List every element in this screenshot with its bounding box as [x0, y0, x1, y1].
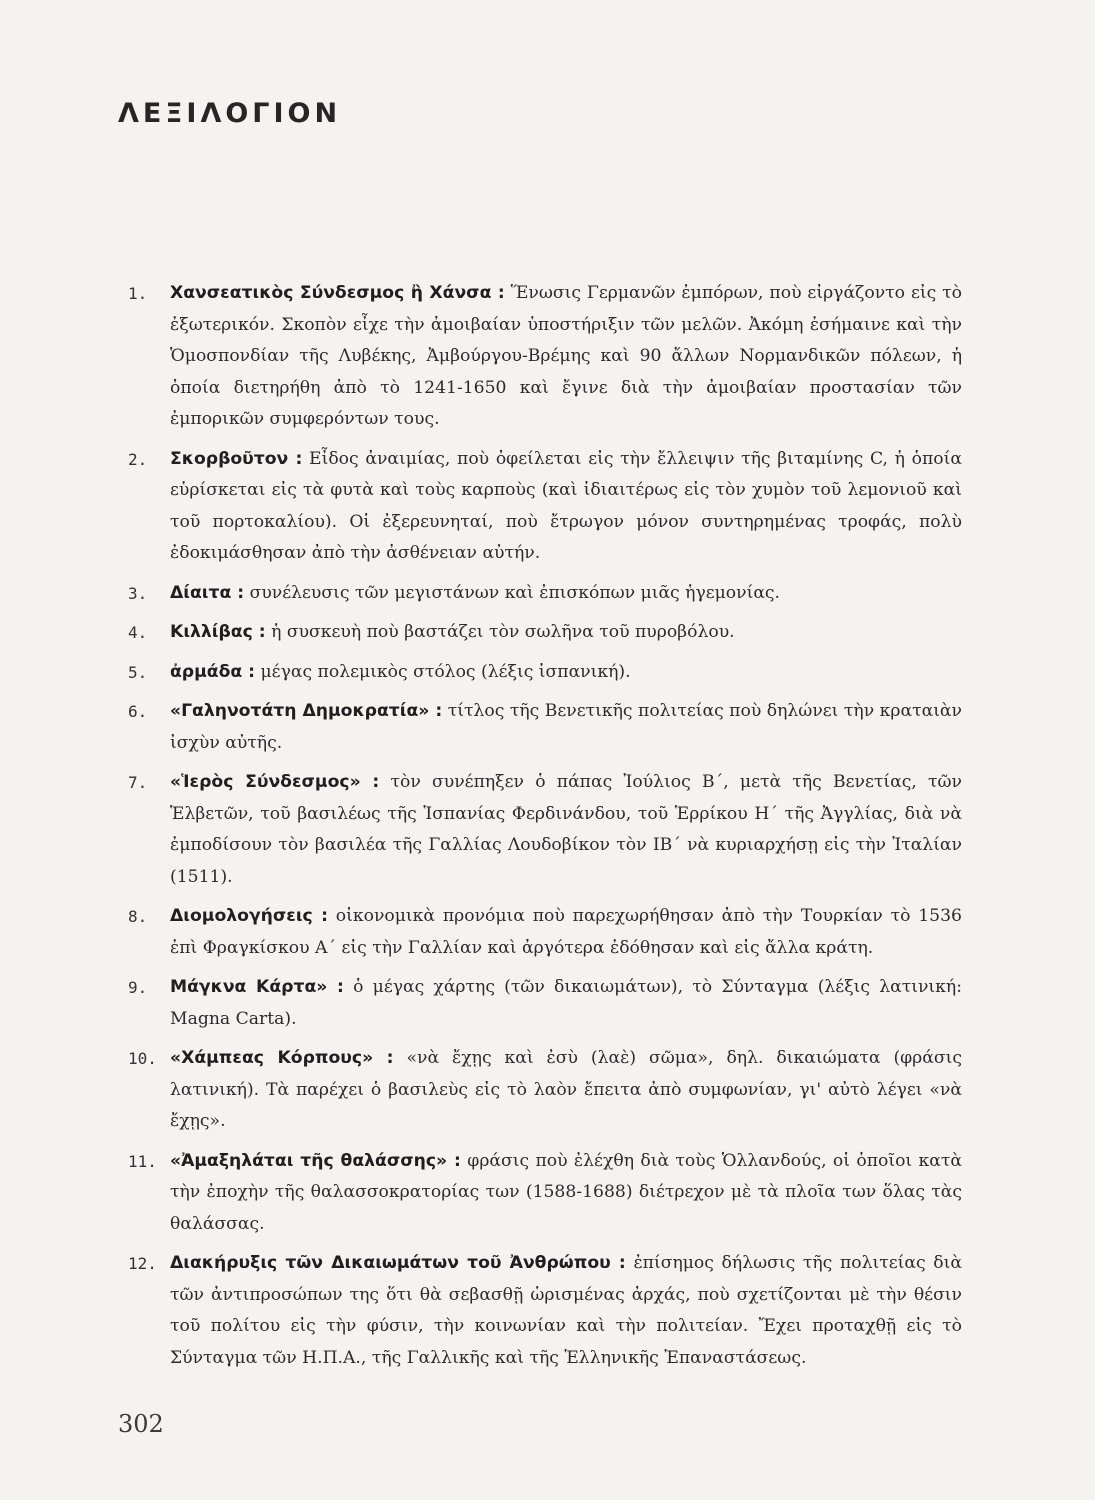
glossary-entry: [130, 617, 962, 649]
entry-term: Δίαιτα :: [170, 582, 245, 603]
glossary-entry: [130, 1248, 962, 1374]
entry-term: Διακήρυξις τῶν Δικαιωμάτων τοῦ Ἀνθρώπου :: [170, 1253, 626, 1273]
entry-definition: ἐπίσημος δήλωσις τῆς πολιτείας διὰ τῶν ἀντιπροσώπων της ὅτι θὰ σεβασθῇ ὡρισμένας ἀρχάς, ποὺ σχετίζονται μὲ τὴν θέσιν τοῦ πολίτου εἰς τὴν φύσιν, τὴν κοινωνίαν καὶ τὴν πολιτείαν. Ἔχει προταχθῇ εἰς τὸ Σύνταγμα τῶν Η.Π.Α., τῆς Γαλλικῆς καὶ τῆς Ἑλληνικῆς Ἐπαναστάσεως.: [170, 1253, 962, 1368]
entry-definition: «νὰ ἔχῃς καὶ ἐσὺ (λαὲ) σῶμα», δηλ. δικαιώματα (φράσις λατινική). Τὰ παρέχει ὁ βασιλεὺς εἰς τὸ λαὸν ἔπειτα ἀπὸ συμφωνίαν, γι' αὐτὸ λέγει «νὰ ἔχῃς».: [170, 1048, 962, 1131]
entry-number: 4.: [128, 623, 148, 642]
entry-term: Μάγκνα Κάρτα» :: [170, 977, 344, 997]
entry-term: Κιλλίβας :: [170, 622, 266, 642]
glossary-entry: [130, 1043, 962, 1138]
entry-number: 9.: [128, 978, 148, 997]
entry-number: 3.: [128, 583, 148, 603]
entry-term: «Ἀμαξηλάται τῆς θαλάσσης» :: [170, 1150, 461, 1171]
page-title: ΛΕΞΙΛΟΓΙΟΝ: [118, 98, 342, 129]
entry-definition: Εἶδος ἀναιμίας, ποὺ ὀφείλεται εἰς τὴν ἔλλειψιν τῆς βιταμίνης C, ἡ ὁποία εὑρίσκεται εἰς τὰ φυτὰ καὶ τοὺς καρποὺς (καὶ ἰδιαιτέρως εἰς τὸν χυμὸν τοῦ λεμονιοῦ καὶ τοῦ πορτοκαλίου). Οἱ ἐξερευνηταί, ποὺ ἔτρωγον μόνον συντηρημένας τροφάς, πολὺ ἐδοκιμάσθησαν ἀπὸ τὴν ἀσθένειαν αὐτήν.: [170, 448, 962, 563]
entry-definition: συνέλευσις τῶν μεγιστάνων καὶ ἐπισκόπων μιᾶς ἡγεμονίας.: [244, 582, 781, 603]
entry-definition: τὸν συνέπηξεν ὁ πάπας Ἰούλιος Β΄, μετὰ τῆς Βενετίας, τῶν Ἑλβετῶν, τοῦ βασιλέως τῆς Ἱσπανίας Φερδινάνδου, τοῦ Ἑρρίκου Η΄ τῆς Ἀγγλίας, διὰ νὰ ἐμποδίσουν τὸν βασιλέα τῆς Γαλλίας Λουδοβίκον τὸν ΙΒ΄ νὰ κυριαρχήσῃ εἰς τὴν Ἰταλίαν (1511).: [170, 772, 962, 887]
entry-term: «Γαληνοτάτη Δημοκρατία» :: [170, 701, 443, 721]
entry-number: 12.: [128, 1254, 157, 1273]
entry-term: «Χάμπεας Κόρπους» :: [170, 1048, 394, 1068]
entry-number: 1.: [128, 284, 148, 303]
glossary-entry: [130, 972, 962, 1035]
glossary-entry: [130, 767, 962, 893]
entry-term: «Ἱερὸς Σύνδεσμος» :: [170, 772, 380, 792]
entry-number: 2.: [128, 449, 148, 469]
entry-definition: φράσις ποὺ ἐλέχθη διὰ τοὺς Ὁλλανδούς, οἱ ὁποῖοι κατὰ τὴν ἐποχὴν τῆς θαλασσοκρατορίας των (1588-1688) διέτρεχον μὲ τὰ πλοῖα των ὅλας τὰς θαλάσσας.: [170, 1150, 962, 1234]
glossary-entry: [130, 578, 962, 610]
entry-number: 11.: [128, 1151, 157, 1171]
glossary-entry: [130, 657, 962, 689]
entry-definition: τίτλος τῆς Βενετικῆς πολιτείας ποὺ δηλώνει τὴν κραταιὰν ἰσχὺν αὐτῆς.: [170, 701, 962, 753]
entry-definition: οἰκονομικὰ προνόμια ποὺ παρεχωρήθησαν ἀπὸ τὴν Τουρκίαν τὸ 1536 ἐπὶ Φραγκίσκου Α΄ εἰς τὴν Γαλλίαν καὶ ἀργότερα ἐδόθησαν καὶ εἰς ἄλλα κράτη.: [170, 906, 962, 958]
glossary-entry: [130, 278, 962, 436]
entry-number: 6.: [128, 702, 148, 721]
entry-definition: ὁ μέγας χάρτης (τῶν δικαιωμάτων), τὸ Σύνταγμα (λέξις λατινική: Magna Carta).: [170, 977, 962, 1029]
glossary-entry: [130, 1146, 962, 1241]
entry-number: 10.: [128, 1049, 157, 1068]
entry-definition: Ἕνωσις Γερμανῶν ἐμπόρων, ποὺ εἰργάζοντο εἰς τὸ ἐξωτερικόν. Σκοπὸν εἶχε τὴν ἀμοιβαίαν ὑποστήριξιν τῶν μελῶν. Ἀκόμη ἐσήμαινε καὶ τὴν Ὁμοσπονδίαν τῆς Λυβέκης, Ἀμβούργου-Βρέμης καὶ 90 ἄλλων Νορμανδικῶν πόλεων, ἡ ὁποία διετηρήθη ἀπὸ τὸ 1241-1650 καὶ ἔγινε διὰ τὴν ἀμοιβαίαν προστασίαν τῶν ἐμπορικῶν συμφερόντων τους.: [170, 283, 962, 429]
entry-term: ἀρμάδα :: [170, 661, 256, 682]
entry-number: 5.: [128, 662, 148, 682]
page-number: 302: [118, 1410, 164, 1438]
entry-term: Χανσεατικὸς Σύνδεσμος ἢ Χάνσα :: [170, 283, 505, 303]
entry-number: 8.: [128, 907, 148, 926]
glossary-entry: [130, 901, 962, 964]
entry-number: 7.: [128, 773, 148, 792]
glossary-list: [130, 278, 962, 1382]
glossary-entry: [130, 444, 962, 570]
entry-term: Σκορβοῦτον :: [170, 448, 303, 469]
entry-term: Διομολογήσεις :: [170, 906, 328, 926]
entry-definition: ἡ συσκευὴ ποὺ βαστάζει τὸν σωλῆνα τοῦ πυροβόλου.: [265, 622, 735, 642]
glossary-entry: [130, 696, 962, 759]
entry-definition: μέγας πολεμικὸς στόλος (λέξις ἱσπανική).: [255, 661, 631, 682]
